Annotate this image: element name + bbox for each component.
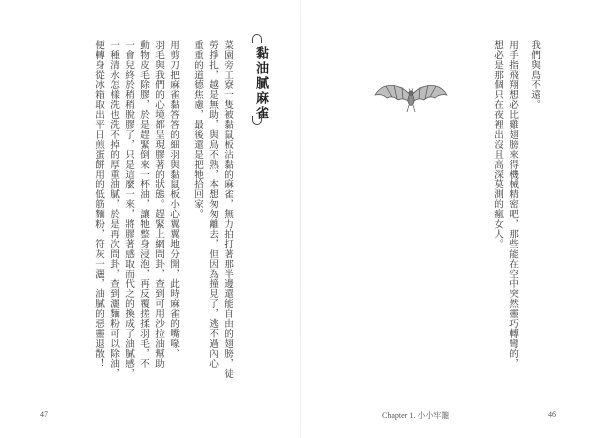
- title-bracket-top: [252, 34, 262, 43]
- chapter-title: 黏油膩麻雀: [253, 46, 268, 121]
- paragraph-line: 一會兒終於稍稍脫膠了，只是這麼一來，將膠著感取而代之的換成了油膩感，: [123, 40, 134, 379]
- paragraph-line: 想必是那個只在夜裡出沒且高深莫測的瘋女人。: [492, 40, 503, 249]
- paragraph-line: 重重的道德焦慮，最後還是把牠拾回家。: [192, 40, 203, 220]
- paragraph-line: 動物皮毛除膠，於是趕緊倒來一杯油，讓牠整身浸泡，再反覆搓揉羽毛，不: [138, 40, 149, 369]
- title-bracket-bottom: [252, 116, 262, 125]
- page-number-left: 47: [40, 410, 48, 419]
- paragraph-line: 一種清水怎樣洗也洗不掉的厚重油膩，於是再次問卦，查到灑麵粉可以除油，: [108, 40, 119, 379]
- paragraph-line: 羽毛與我們的心境都呈現膠著的狀態。趕緊上網問卦，查到可用沙拉油幫助: [153, 40, 164, 369]
- gutter: [300, 0, 301, 438]
- running-head: Chapter 1. 小小牢籠: [382, 411, 450, 420]
- paragraph-line: 菜園旁工寮一隻被黏鼠板沾黏的麻雀，無力拍打著那半邊還能自由的翅膀，徒: [222, 40, 233, 379]
- paragraph-line: 勞掙扎，越是無助，與鳥不熟，本想匆匆離去，但因為撞見了，逃不過內心: [207, 40, 218, 369]
- bat-illustration: [372, 78, 450, 118]
- paragraph-line: 用手指飛翔想必比雞翅膀來得機械精密吧，那些能在空中突然靈巧轉彎的，: [507, 40, 518, 369]
- page-number-right: 46: [548, 410, 556, 419]
- paragraph-line: 用剪刀把麻雀黏答答的細羽與黏鼠板小心翼翼地分開，此時麻雀的嘴喙、: [168, 40, 179, 359]
- paragraph-line: 我們與鳥不遠。: [529, 40, 540, 110]
- paragraph-line: 便轉身從冰箱取出平日煎蛋餅用的低筋麵粉，符灰一灑，油膩的惡靈退散！: [93, 40, 104, 369]
